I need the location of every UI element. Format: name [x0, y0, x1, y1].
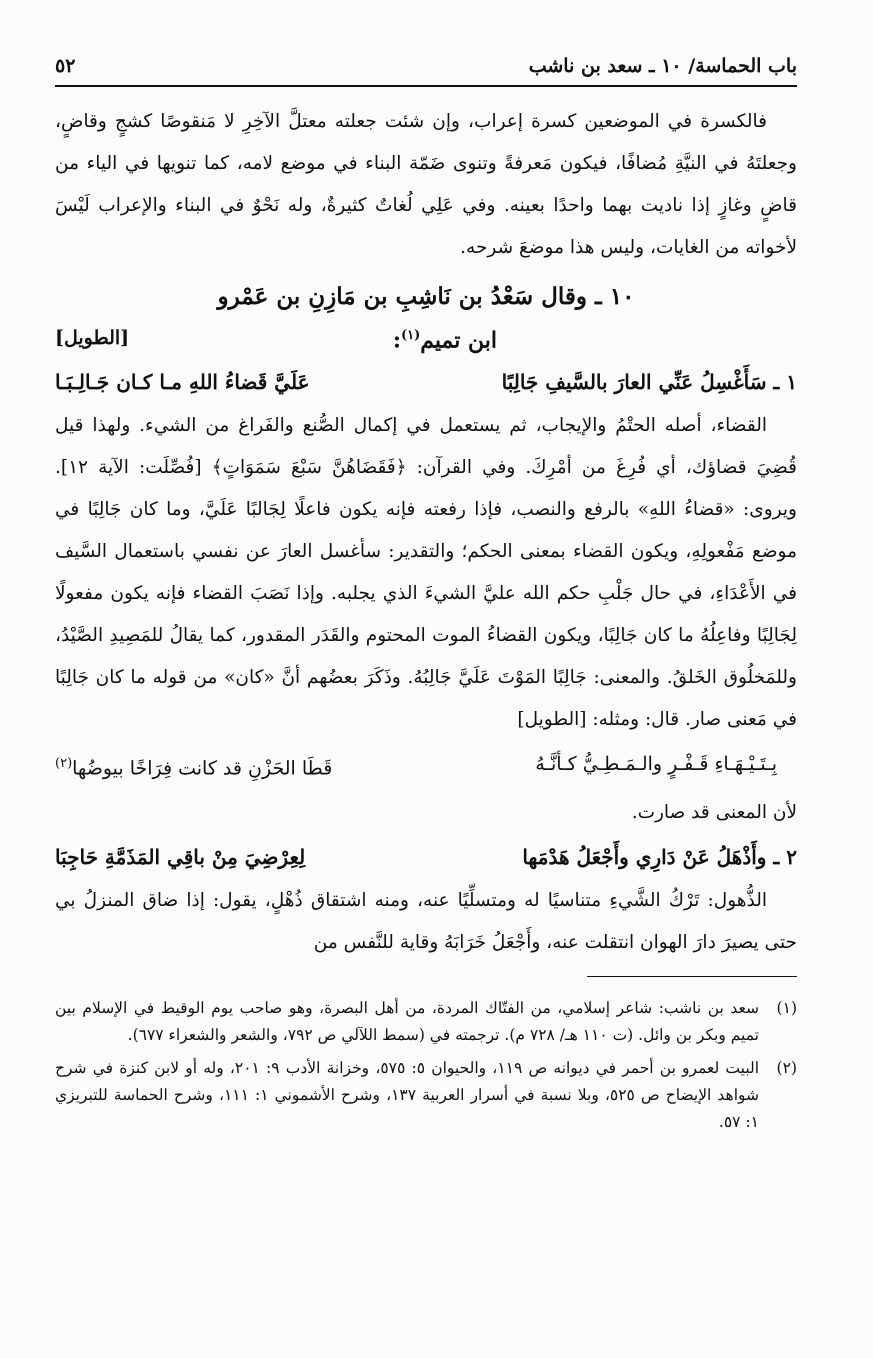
footnote-separator: [587, 976, 797, 977]
poem-subtitle-text: ابن تميم: [420, 327, 497, 354]
footnote-2: [55, 1055, 797, 1136]
footnote-2-text: البيت لعمرو بن أحمر في ديوانه ص ١١٩، والحيوان ٥: ٥٧٥، وخزانة الأدب ٩: ٢٠١، وله أو لابن كنزة في شرح شواهد الإيضاح ص ٥٢٥، وبلا نسبة في أسرار العربية ١٣٧، وشرح الأشموني ١: ١١١، وشرح الحماسة للتبريزي ١: ٥٧.: [55, 1058, 760, 1131]
commentary-1: القضاء، أصله الحتْمُ والإيجاب، ثم يستعمل في إكمال الصُّنع والفَراغ من الشيء. ولهذا قيل قُضِيَ قضاؤك، أي فُرِغَ من أمْرِكَ. وفي القرآن: ﴿فَقَضَاهُنَّ سَبْعَ سَمَوَاتٍ﴾ [فُصِّلَت: الآية ١٢]. ويروى: «قضاءُ اللهِ» بالرفع والنصب، فإذا رفعته فإنه يكون فاعلًا لِجَالبًا عَلَيَّ، وما كان جَالِبًا في موضع مَفْعولِهِ، ويكون القضاء بمعنى الحكم؛ والتقدير: سأغسل العارَ عن نفسي باستعمال السَّيف في الأَعْدَاءِ، في حال جَلْبِ حكم الله عليَّ الشيءَ الذي يجلبه. وإذا نَصَبَ القضاء فإنه يكون مفعولًا لِجَالِبًا وفاعِلُهُ ما كان جَالِبًا، ويكون القضاءُ الموت المحتوم والقَدَر المقدور، كما يقالُ للمَصِيدِ الصَّيْدُ، وللمَخلُوق الخَلقُ. والمعنى: جَالِبًا المَوْتَ عَلَيَّ جَالِبُهُ. وذَكَرَ بعضُهم أنَّ «كان» من قوله ما كان جَالِبًا في مَعنى صار. قال: ومثله: [الطويل]: [55, 415, 797, 731]
verse-2: [55, 834, 797, 880]
poem-subtitle-colon: :: [392, 327, 401, 354]
verse-2-second-hemistich: لِعِرْضِيَ مِنْ باقِي المَذَمَّةِ حَاجِبَا: [55, 844, 306, 869]
verse-1-second-hemistich: عَلَيَّ قَضاءُ اللهِ مـا كـان جَـالِـبَـا: [55, 370, 310, 395]
verse-1: [55, 359, 797, 405]
verse-1-first-hemistich: ١ ـ سَأَغْسِلُ عَنِّي العارَ بالسَّيفِ جَالِبًا: [501, 370, 797, 395]
footnote-2-number: (٢): [776, 1058, 797, 1077]
poem-subtitle: [393, 317, 497, 359]
quoted-verse-second-hemistich: [55, 741, 332, 791]
book-page: [55, 55, 797, 1142]
commentary-2: الذُّهول: تَرْكُ الشَّيءِ متناسيًا له ومتسلِّيًا عنه، ومنه اشتقاق ذُهْلٍ، يقول: إذا ضاق المنزلُ بي حتى يصيرَ دارَ الهوان انتقلت عنه، وأَجْعَلُ خَرَابَهُ وقاية للنَّفس من: [55, 889, 797, 953]
page-header: [55, 55, 797, 87]
verse-2-first-hemistich: ٢ ـ وأَذْهَلُ عَنْ دَارِي وأَجْعَلُ هَدْمَها: [522, 844, 797, 869]
footnote-1-text: سعد بن ناشب: شاعر إسلامي، من الفتّاك المردة، من أهل البصرة، وهو صاحب يوم الوقيط في الإسلام بين تميم وبكر بن وائل. (ت ١١٠ هـ/ ٧٢٨ م). ترجمته في (سمط اللآلي ص ٧٩٢، والشعر والشعراء ٦٧٧).: [55, 998, 759, 1044]
poem-title: ١٠ ـ وقال سَعْدُ بن نَاشِبِ بن مَازِنِ بن عَمْرو: [217, 283, 635, 310]
quoted-verse-second-text: قَطَا الحَزْنِ قد كانت فِرَاخًا بيوضُها: [72, 757, 333, 780]
quoted-verse-first-hemistich: بِـتَـيْـهَـاءِ قَـفْـرٍ والـمَـطِـيُّ كـأنَّـهُ: [535, 753, 777, 776]
quoted-verse: [55, 741, 797, 791]
footnote-1-number: (١): [776, 998, 797, 1017]
intro-paragraph: فالكسرة في الموضعين كسرة إعراب، وإن شئت جعلته معتلَّ الآخِرِ لا مَنقوصًا كشجٍ وقاضٍ، وجعلتَهُ في النيَّةِ مُضافًا، فيكون مَعرفةً وتنوى ضَمّة البناء في موضع لامه، كما تنويها في الياء من قاضٍ وغازٍ إذا ناديت بهما واحدًا بعينه. وفي عَلِي لُغاتٌ كثيرةٌ، وله نَحْوٌ في البناء والإعراب لَيْسَ لأخواته من الغايات، وليس هذا موضعَ شرحه.: [55, 111, 797, 258]
footnote-1: [55, 995, 797, 1049]
quote-note: لأن المعنى قد صارت.: [631, 801, 797, 823]
page-number: ٥٢: [55, 55, 76, 77]
running-title: باب الحماسة/ ١٠ ـ سعد بن ناشب: [528, 55, 797, 77]
meter-label: [الطويل]: [55, 327, 130, 350]
footnote-ref-2[interactable]: (٢): [55, 756, 73, 772]
footnote-ref-1[interactable]: (١): [400, 328, 421, 343]
poem-subtitle-row: [55, 317, 797, 359]
